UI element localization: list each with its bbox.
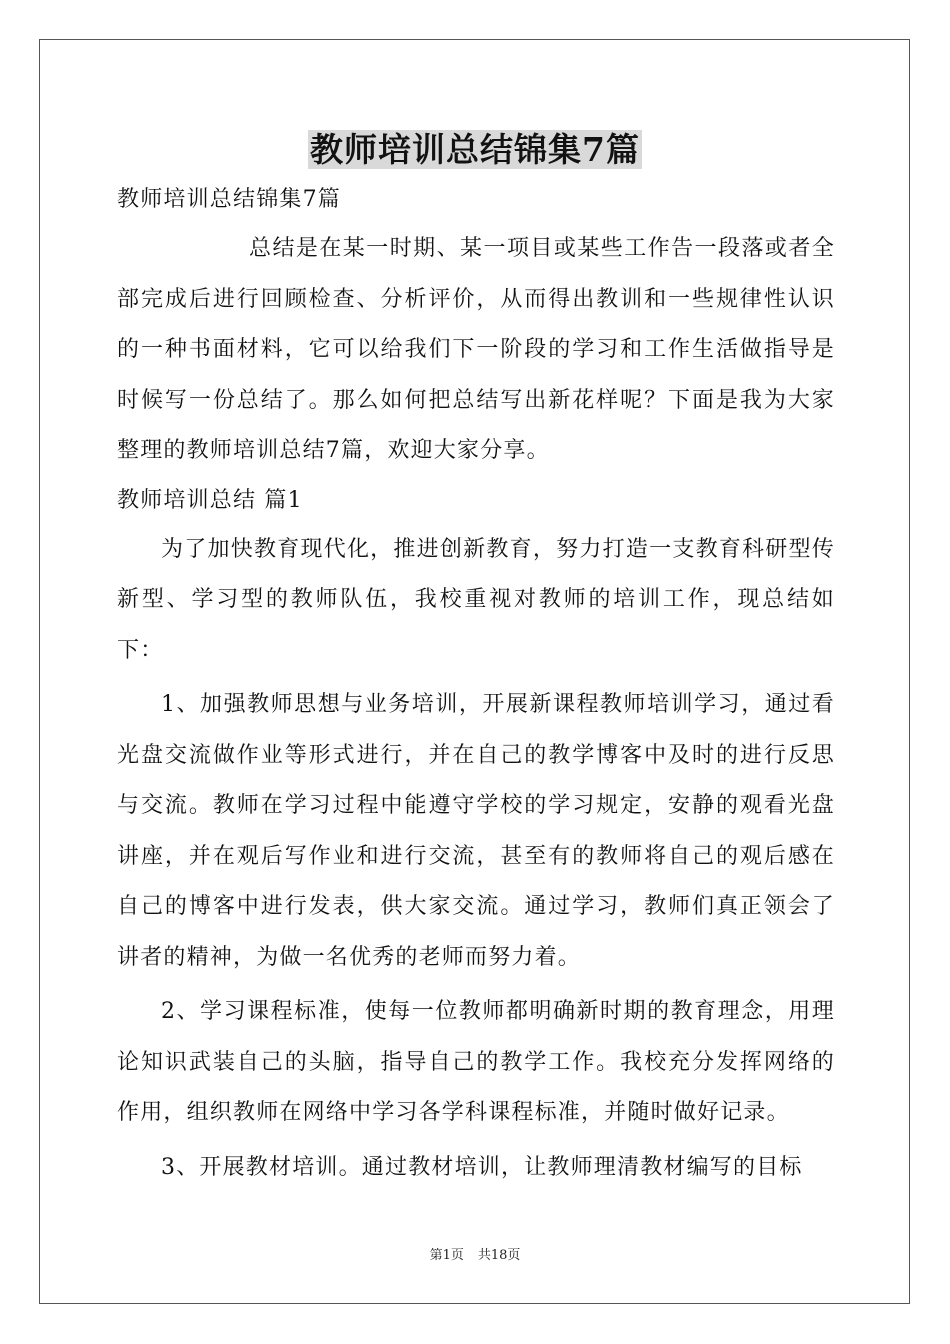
body-paragraph: 为了加快教育现代化，推进创新教育，努力打造一支教育科研型传新型、学习型的教师队伍，我校重视对教师的培训工作，现总结如下：: [117, 536, 835, 663]
document-subtitle: 教师培训总结锦集7篇: [117, 187, 341, 212]
body-paragraph: 2、学习课程标准，使每一位教师都明确新时期的教育理念，用理论知识武装自己的头脑，指导自己的教学工作。我校充分发挥网络的作用，组织教师在网络中学习各学科课程标准，并随时做好记录。: [117, 999, 835, 1125]
document-body: [117, 176, 835, 1193]
section-heading: 教师培训总结 篇1: [117, 487, 303, 513]
intro-paragraph: 总结是在某一时期、某一项目或某些工作告一段落或者全部完成后进行回顾检查、分析评价，从而得出教训和一些规律性认识的一种书面材料，它可以给我们下一阶段的学习和工作生活做指导是时候写一份总结了。那么如何把总结写出新花样呢？下面是我为大家整理的教师培训总结7篇，欢迎大家分享。: [117, 236, 835, 463]
current-page-label: 第1页: [429, 1248, 464, 1263]
total-pages-label: 共18页: [477, 1248, 521, 1263]
body-paragraph: 1、加强教师思想与业务培训，开展新课程教师培训学习，通过看光盘交流做作业等形式进行，并在自己的教学博客中及时的进行反思与交流。教师在学习过程中能遵守学校的学习规定，安静的观看光盘讲座，并在观后写作业和进行交流，甚至有的教师将自己的观后感在自己的博客中进行发表，供大家交流。通过学习，教师们真正领会了讲者的精神，为做一名优秀的老师而努力着。: [117, 692, 835, 970]
body-paragraph: 3、开展教材培训。通过教材培训，让教师理清教材编写的目标: [161, 1154, 803, 1180]
document-title-text: 教师培训总结锦集7篇: [310, 130, 640, 169]
document-title: [0, 128, 950, 172]
page-footer: [0, 1244, 950, 1263]
